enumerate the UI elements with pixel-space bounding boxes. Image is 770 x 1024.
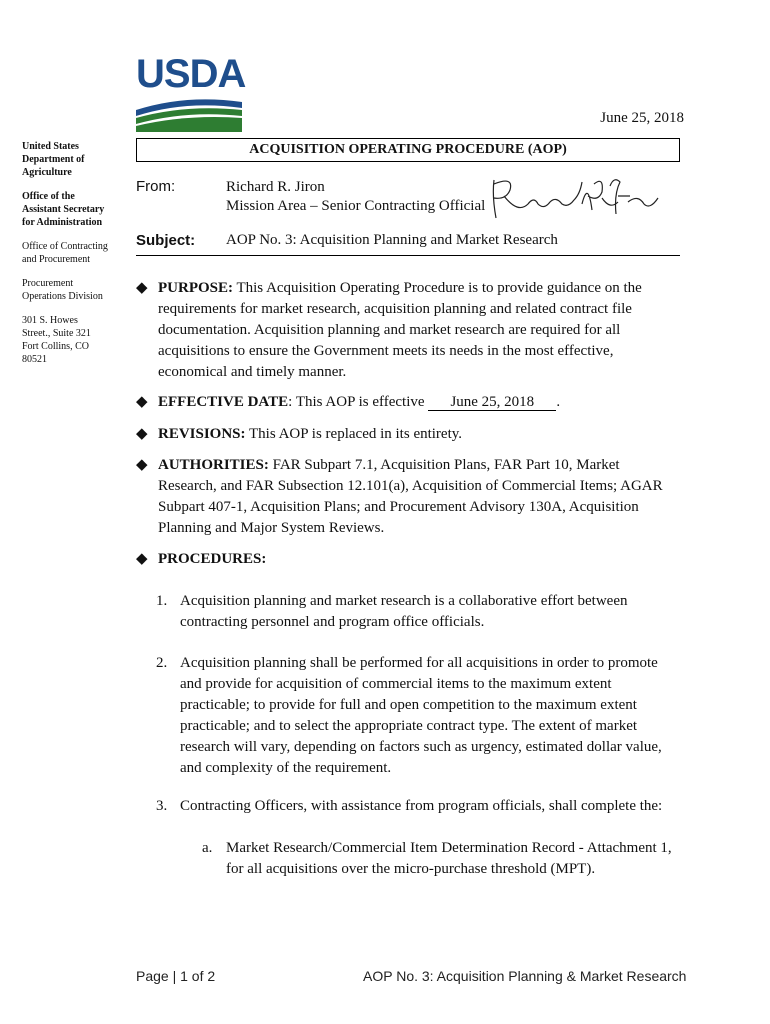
office-line: Office of the bbox=[22, 191, 75, 202]
agency-line: United States bbox=[22, 141, 79, 152]
effective-text: : This AOP is effective bbox=[288, 394, 429, 410]
address-line: Fort Collins, CO bbox=[22, 341, 89, 352]
division-line: Operations Division bbox=[22, 291, 103, 302]
suboffice-name bbox=[22, 240, 122, 266]
effective-paragraph bbox=[158, 392, 676, 413]
office-name bbox=[22, 190, 122, 229]
footer-document-title: AOP No. 3: Acquisition Planning & Market Research bbox=[363, 968, 687, 984]
footer-page-number: Page | 1 of 2 bbox=[136, 968, 216, 984]
division-name bbox=[22, 277, 122, 303]
from-title: Mission Area – Senior Contracting Official bbox=[226, 198, 486, 214]
sub-list-item-letter: a. bbox=[202, 840, 213, 856]
from-block bbox=[226, 178, 485, 216]
procedures-label: PROCEDURES: bbox=[158, 551, 267, 567]
effective-section bbox=[136, 392, 676, 413]
authorities-label: AUTHORITIES: bbox=[158, 457, 269, 473]
diamond-bullet-icon: ◆ bbox=[136, 280, 148, 296]
revisions-label: REVISIONS: bbox=[158, 426, 246, 442]
authorities-text: FAR Subpart 7.1, Acquisition Plans, FAR Part 10, Market Research, and FAR Subsection 12.101(a), Acquisition of Commercial Items; AGAR Subpart 407-1, Acquisition Plans; and Procurement Advisory 130A, Acquisition Planning and Major System Reviews. bbox=[158, 457, 663, 536]
diamond-bullet-icon: ◆ bbox=[136, 551, 148, 567]
division-line: Procurement bbox=[22, 278, 74, 289]
header-divider bbox=[136, 255, 680, 256]
usda-logo-hills bbox=[136, 96, 242, 132]
authorities-section bbox=[136, 455, 676, 539]
list-item-number: 2. bbox=[156, 655, 168, 671]
list-item-number: 1. bbox=[156, 593, 168, 609]
office-line: Assistant Secretary bbox=[22, 204, 105, 215]
authorities-paragraph bbox=[158, 455, 676, 539]
purpose-paragraph bbox=[158, 278, 676, 383]
from-name: Richard R. Jiron bbox=[226, 179, 325, 195]
list-item bbox=[156, 653, 676, 779]
list-item bbox=[156, 591, 676, 633]
sub-list-item-text: Market Research/Commercial Item Determination Record - Attachment 1, for all acquisitions over the micro-purchase threshold (MPT). bbox=[226, 840, 672, 877]
effective-end: . bbox=[556, 394, 561, 410]
purpose-text: This Acquisition Operating Procedure is to provide guidance on the requirements for market research, acquisition planning and related contract file documentation. Acquisition planning and market research are required for all acquisitions to ensure the Government meets its needs in the most effective, economical and timely manner. bbox=[158, 280, 642, 380]
usda-logo-text: USDA bbox=[136, 52, 246, 96]
agency-name bbox=[22, 140, 122, 179]
diamond-bullet-icon: ◆ bbox=[136, 394, 148, 410]
revisions-section bbox=[136, 424, 676, 445]
effective-label: EFFECTIVE DATE bbox=[158, 394, 289, 410]
purpose-section bbox=[136, 278, 676, 383]
procedures-section bbox=[136, 549, 676, 570]
list-item-text: Contracting Officers, with assistance from program officials, shall complete the: bbox=[180, 798, 663, 814]
address-line: Street., Suite 321 bbox=[22, 328, 91, 339]
diamond-bullet-icon: ◆ bbox=[136, 426, 148, 442]
purpose-label: PURPOSE: bbox=[158, 280, 233, 296]
signature bbox=[488, 174, 664, 222]
list-item bbox=[156, 796, 676, 817]
document-title: ACQUISITION OPERATING PROCEDURE (AOP) bbox=[136, 138, 680, 162]
agency-line: Agriculture bbox=[22, 167, 72, 178]
document-date: June 25, 2018 bbox=[600, 110, 684, 126]
address-line: 80521 bbox=[22, 354, 47, 365]
suboffice-line: Office of Contracting bbox=[22, 241, 108, 252]
agency-sidebar bbox=[22, 140, 122, 377]
subject-label: Subject: bbox=[136, 232, 196, 249]
effective-date: June 25, 2018 bbox=[428, 394, 556, 411]
from-label: From: bbox=[136, 178, 176, 195]
revisions-text: This AOP is replaced in its entirety. bbox=[245, 426, 463, 442]
usda-logo bbox=[136, 52, 244, 132]
diamond-bullet-icon: ◆ bbox=[136, 457, 148, 473]
list-item-text: Acquisition planning shall be performed for all acquisitions in order to promote and provide for acquisition of commercial items to the maximum extent practicable; to provide for full and open competition to the maximum extent practicable; and to select the appropriate contract type. The extent of market research will vary, depending on factors such as urgency, estimated dollar value, and complexity of the requirement. bbox=[180, 655, 662, 776]
agency-line: Department of bbox=[22, 154, 85, 165]
list-item-number: 3. bbox=[156, 798, 168, 814]
subject-text: AOP No. 3: Acquisition Planning and Market Research bbox=[226, 232, 558, 248]
office-address bbox=[22, 314, 122, 366]
suboffice-line: and Procurement bbox=[22, 254, 91, 265]
revisions-paragraph bbox=[158, 424, 676, 445]
sub-list-item bbox=[202, 838, 678, 880]
list-item-text: Acquisition planning and market research is a collaborative effort between contracting personnel and program office officials. bbox=[180, 593, 628, 630]
address-line: 301 S. Howes bbox=[22, 315, 78, 326]
office-line: for Administration bbox=[22, 217, 103, 228]
